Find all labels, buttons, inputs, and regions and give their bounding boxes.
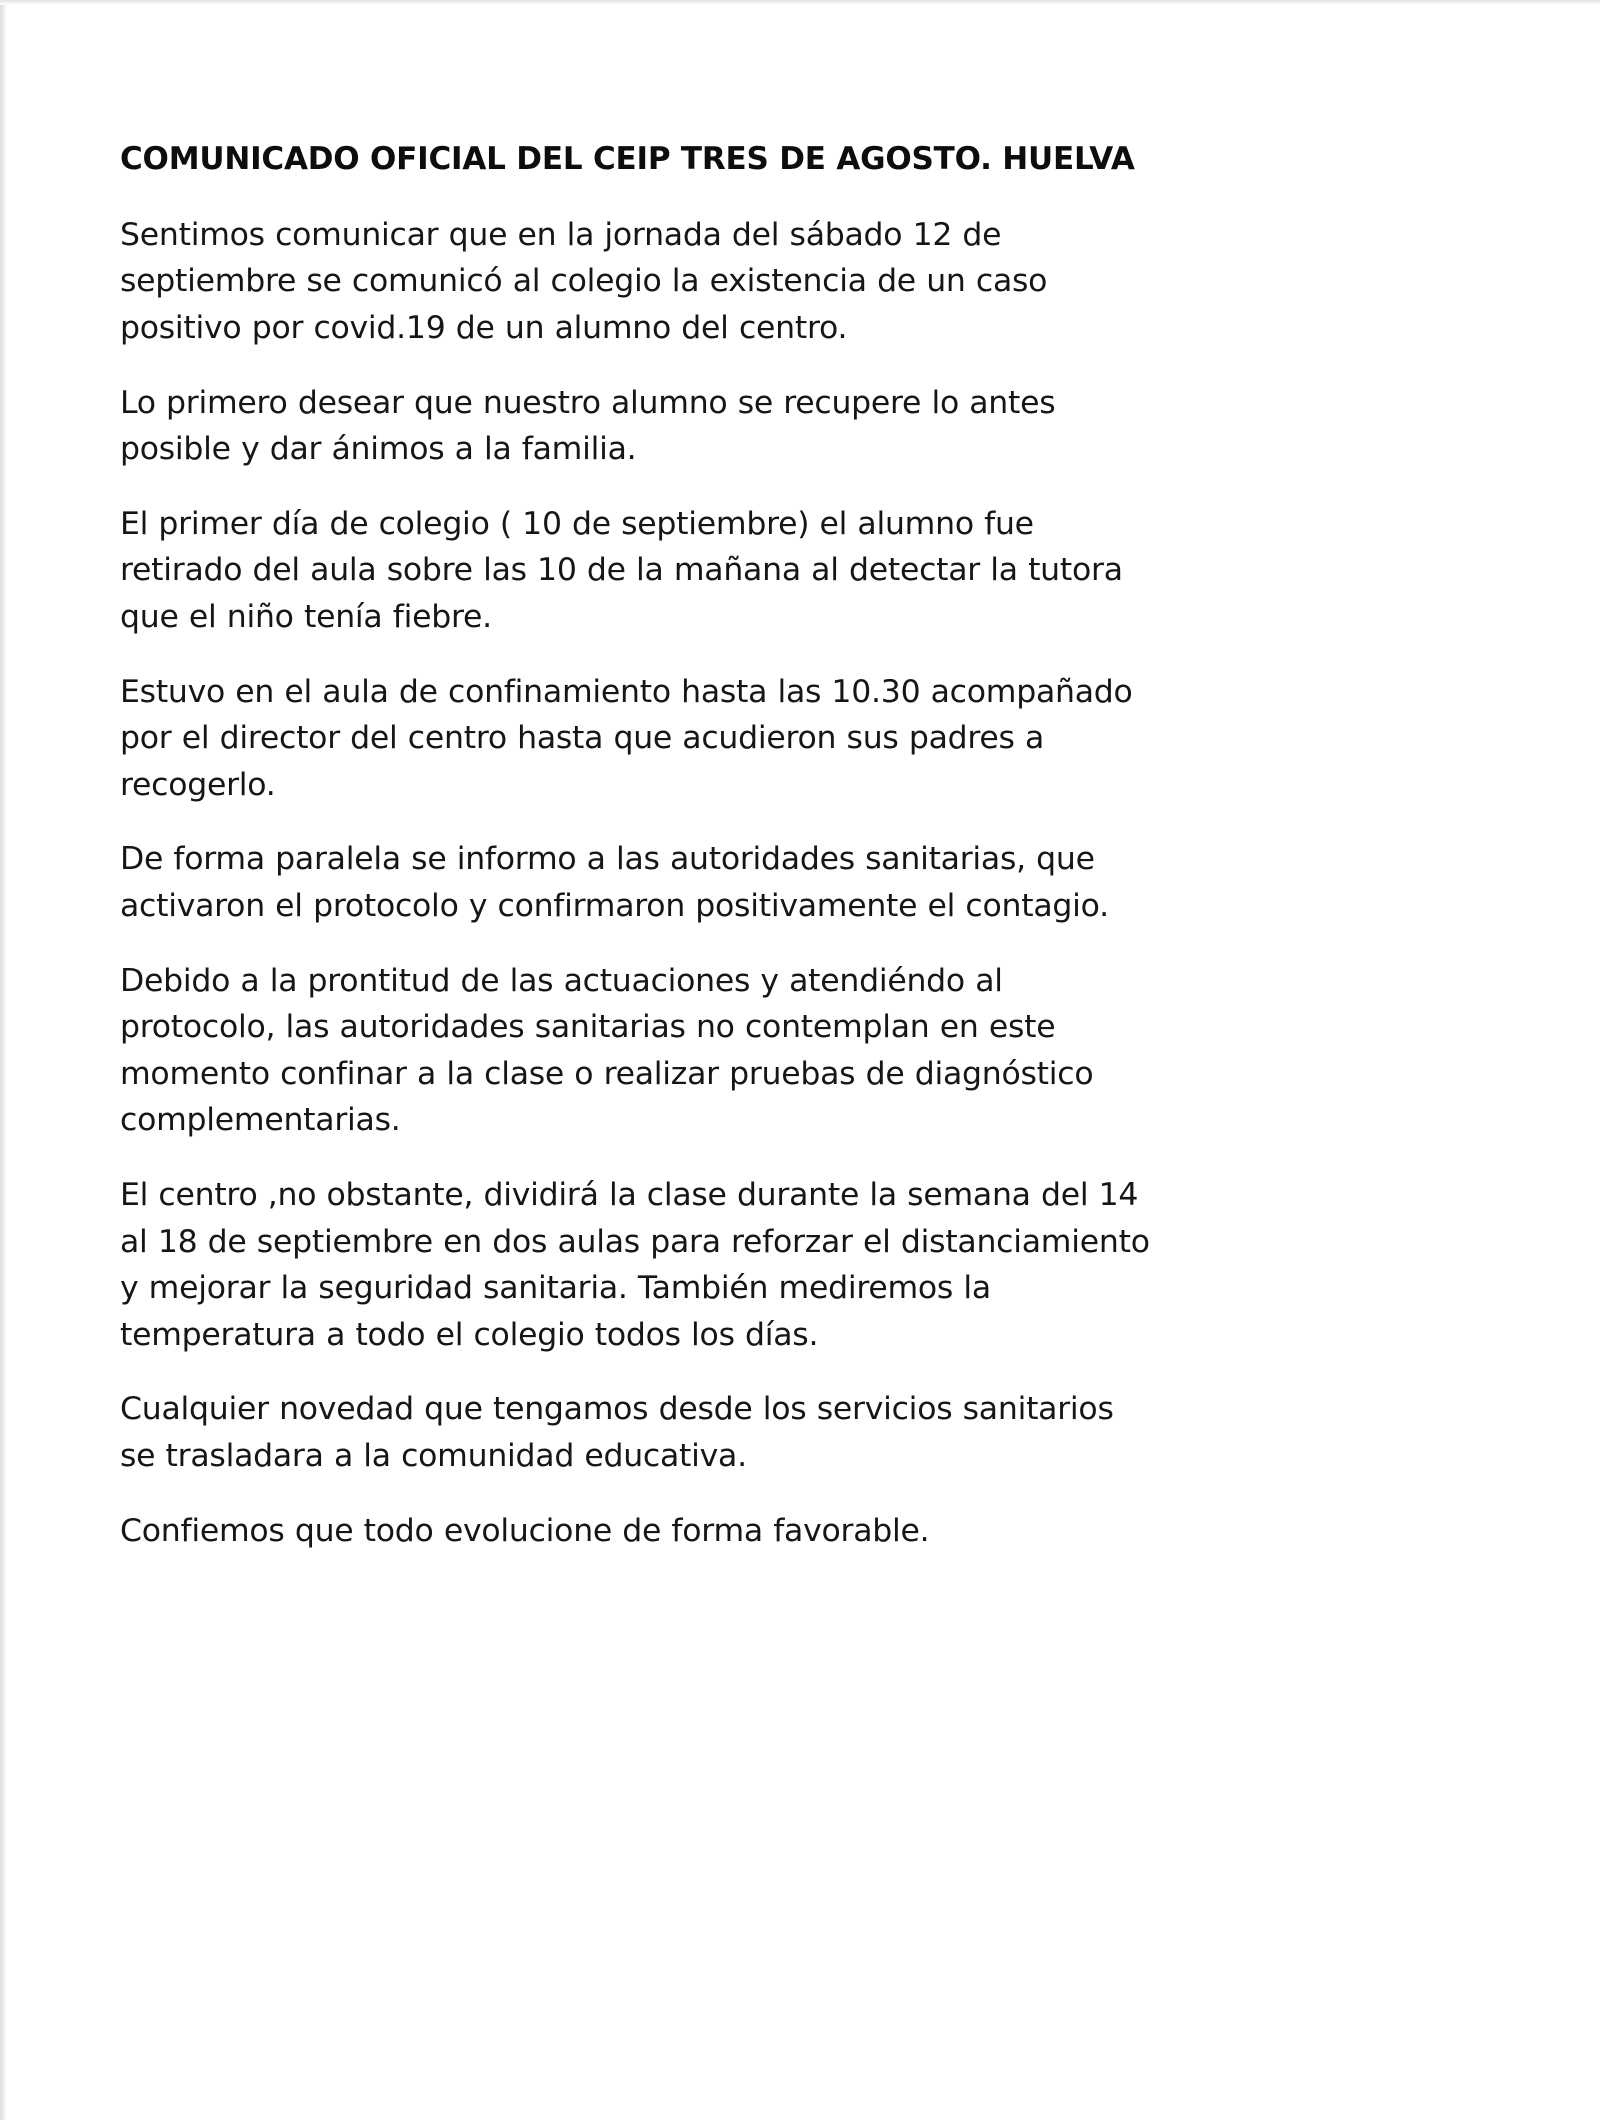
paragraph-first-day-fever: El primer día de colegio ( 10 de septiembre) el alumno fue retirado del aula sobre las 10 de la mañana al detectar la tutora que el niño tenía fiebre.	[120, 505, 1123, 635]
paragraph-no-quarantine-required: Debido a la prontitud de las actuaciones y atendiéndo al protocolo, las autoridades sanitarias no contemplan en este momento confinar a la clase o realizar pruebas de diagnóstico complementarias.	[120, 962, 1094, 1139]
page-left-edge-shadow	[0, 0, 7, 2120]
page-top-edge-shadow	[0, 0, 1600, 5]
document-body	[120, 140, 1155, 1554]
paragraph-health-authorities-informed: De forma paralela se informo a las autoridades sanitarias, que activaron el protocolo y confirmaron positivamente el contagio.	[120, 841, 1109, 924]
paragraph-future-updates: Cualquier novedad que tengamos desde los servicios sanitarios se trasladara a la comunidad educativa.	[120, 1391, 1114, 1475]
page-title: COMUNICADO OFICIAL DEL CEIP TRES DE AGOSTO. HUELVA	[120, 141, 1135, 177]
paragraph-class-split-measures: El centro ,no obstante, dividirá la clase durante la semana del 14 al 18 de septiembre en dos aulas para reforzar el distanciamiento y mejorar la seguridad sanitaria. También mediremos la temperatura a todo el colegio todos los días.	[120, 1177, 1150, 1353]
paragraph-closing-statement: Confiemos que todo evolucione de forma favorable.	[120, 1512, 930, 1549]
paragraph-positive-case-notice: Sentimos comunicar que en la jornada del sábado 12 de septiembre se comunicó al colegio la existencia de un caso positivo por covid.19 de un alumno del centro.	[120, 216, 1048, 346]
paragraph-recovery-wishes: Lo primero desear que nuestro alumno se recupere lo antes posible y dar ánimos a la familia.	[120, 384, 1056, 468]
paragraph-isolation-room: Estuvo en el aula de confinamiento hasta las 10.30 acompañado por el director del centro hasta que acudieron sus padres a recogerlo.	[120, 673, 1133, 803]
